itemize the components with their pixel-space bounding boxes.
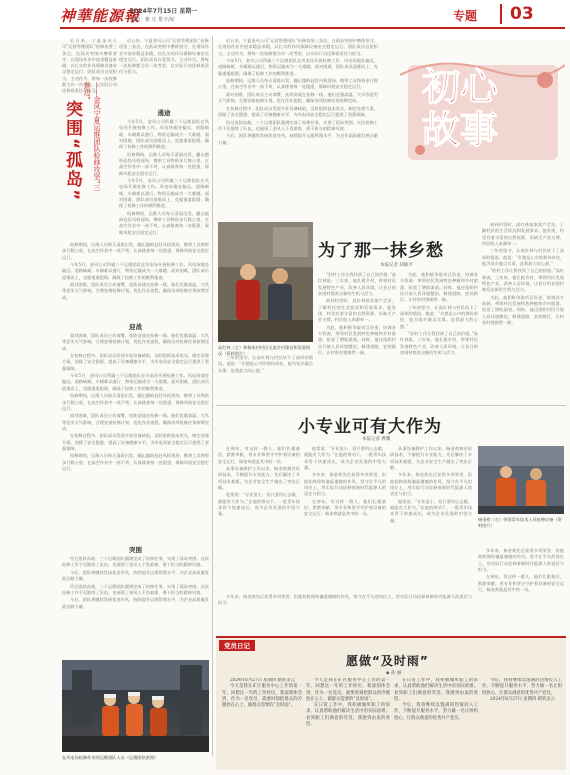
left-b-p4: 检修期间，运维人员每天清晨出发，翻山越岭赶赴风机现场，携带工具物资步行数公里，在高空作业中一丝不苟，认真排查每一处隐患，保障风机安全稳定运行。 <box>62 393 209 411</box>
village-meeting-photo <box>218 222 313 342</box>
d2-p1: 今天是我在矿区服务中心工作的第一年。回想这一年的工作经历，我深刻体会到，作为一名党员，就要时刻把群众的冷暖放在心上，做群众需要的“及时雨”。 <box>306 678 390 702</box>
rt-p2: 今年5月，金风公司所属三个运维团队在风电场开展检修工作。风电场地处偏远，道路崎岖，车辆难以通行，物资运输成为一大难题。面对困难，团队成员迎难而上，克服重重阻碍，确保了检修工作的顺利推进。 <box>218 58 378 76</box>
left-section1-col <box>119 119 209 239</box>
left-b-p5: 面对困难，团队成员主动请缨，连续奋战在检修一线。他们克服高温、大风等恶劣天气影响，合理安排检修计划，优化作业流程，确保各项检修任务按期完成。 <box>62 413 209 431</box>
diary-col2 <box>306 678 390 764</box>
badge-line-2: 故事 <box>422 108 499 152</box>
diary-title: 愿做“及时雨” <box>346 654 429 668</box>
rm-col4 <box>478 548 564 628</box>
rm2-p1: 他常说：“专业虽小，但只要用心去做，就能有大作为。”在他的带动下，一批青年技术骨干快速成长，成为企业发展的中坚力量。 <box>304 446 386 470</box>
left-body-c <box>62 556 209 656</box>
equipment-repair-photo <box>478 446 564 514</box>
rt-p7: 今后，团队将继续发扬优良作风，持续提升运维管理水平，为企业高质量发展贡献力量。 <box>218 133 378 145</box>
headline-right-top: 为了那一抹乡愁 <box>318 241 444 261</box>
rm2-p3: 在神东，有这样一群人，他们扎根基层，默默奉献，用专业和坚守守护着设备的安全运行。杨金欢就是其中的一员。 <box>304 498 386 517</box>
d4-p1: 今后，我将继续以饱满的热情投入工作，不断提升服务水平，努力做一名让组织放心、让群众满意的优秀共产党员。 <box>482 678 562 696</box>
rm3-p3: 他常说：“专业虽小，但只要用心去做，就能有大作为。”在他的带动下，一批青年技术骨干快速成长，成为企业发展的中坚力量。 <box>390 498 472 523</box>
page-number-box <box>500 4 560 24</box>
rt-article-col3 <box>482 222 564 397</box>
left-s1-p2: 检修期间，运维人员每天清晨出发，翻山越岭赶赴风机现场，携带工具物资步行数公里，在高空作业中一丝不苟，认真排查每一处隐患，保障风机安全稳定运行。 <box>119 151 209 176</box>
rt-p5: 在检修过程中，团队成员发现多处设备缺陷，及时组织技术攻关，制定处理方案，消除了安全隐患，提高了设备健康水平，为风电场安全稳定运行提供了坚强保障。 <box>218 105 378 118</box>
diary-col1 <box>222 678 302 764</box>
rtc-p4: 为此，他积极争取项目资金，协调各方资源，带领村民发展特色种植和乡村旅游，拓宽了增收渠道。同时，他还组织村民开展人居环境整治，修建道路、安装路灯，让村容村貌焕然一新。 <box>482 294 564 326</box>
rt-p4: 面对困难，团队成员主动请缨，连续奋战在检修一线。他们克服高温、大风等恶劣天气影响，合理安排检修计划，优化作业流程，确保各项检修任务按期完成。 <box>218 91 378 104</box>
right-mid-photo <box>478 446 564 514</box>
column-divider <box>212 36 213 756</box>
rta-p1: “驻村工作让我找到了自己的价值。”高红林说。三年来，他扎根乡村，带领村民发展特色产业，改善人居环境，让昔日的贫困村焕发出新的生机与活力。 <box>318 272 396 296</box>
rt-p6: 经过连续奋战，三个运维团队圆满完成了检修任务，实现了孤岛突围。这次检修工作不仅锻炼了队伍，也展现了金风人不畏艰难、勇于担当的精神风貌。 <box>218 119 378 131</box>
maintenance-crew-photo <box>62 660 209 752</box>
rm1-p1: 在神东，有这样一群人，他们扎根基层，默默奉献，用专业和坚守守护着设备的安全运行。杨金欢就是其中的一员。 <box>218 446 300 464</box>
rtc-p1: 初到村里时，高红林挨家挨户走访，了解村民的生活状况和发展需求。他发现，村里有着丰富的自然资源，但缺乏产业支撑，村民收入来源单一。 <box>482 222 564 246</box>
rt-p1: 近日来，宁夏金风公司“运营管理团队”检修攻坚三条边，在孤岛突围中磨炼坚守，在现场作业中追求精益求精，以扎实的作风保障设备安全稳定运行。团队成员自觉担当，主动作为，将每一次检修都当作一次考验，以实际行动诠释着责任与担当。 <box>218 38 378 56</box>
left-intro-col2 <box>119 38 209 100</box>
right-top-text <box>218 38 378 218</box>
rm-col2 <box>304 446 386 591</box>
rm3-p2: 多年来，杨金欢先后获得多项荣誉，但他始终保持谦虚谨慎的作风，坚守在平凡的岗位上，用实际行动诠释着新时代能源人的责任与担当。 <box>390 472 472 497</box>
rm4-p2: 在神东，有这样一群人，他们扎根基层，默默奉献，用专业和坚守守护着设备的安全运行。杨金欢就是其中的一员。 <box>478 574 564 592</box>
section-label: 专题 <box>453 9 478 23</box>
rtc-p3: “驻村工作让我找到了自己的价值。”高红林说。三年来，他扎根乡村，带领村民发展特色产业，改善人居环境，让昔日的贫困村焕发出新的生机与活力。 <box>482 268 564 293</box>
left-body-b <box>62 333 209 541</box>
right-top-photo <box>218 222 313 342</box>
byline-right-mid: 本报记者 曹馨 <box>362 437 391 442</box>
rt-article-col1 <box>318 272 396 397</box>
right-top-photo-caption: 高红林（左）和杨家村村民交流乡村建设和发展情况（资料图片） <box>218 345 311 356</box>
rtc-p2: 三年的坚守，让高红林与村民结下了深厚的情谊。他说：“乡愁是心中的那份牵挂，能为家乡做点实事，是我最大的心愿。” <box>482 248 564 266</box>
diary-tag: 党员日记 <box>219 640 255 651</box>
issue-date: 2024年7月15日 星期一 <box>130 8 198 15</box>
diary-col3 <box>394 678 478 764</box>
left-s1-p4: 检修期间，运维人员每天清晨出发，翻山越岭赶赴风机现场，携带工具物资步行数公里，在高空作业中一丝不苟，认真排查每一处隐患，保障风机安全稳定运行。 <box>119 210 209 235</box>
badge-line-1: 初心 <box>422 65 499 109</box>
left-a-p2: 今年5月，金风公司所属三个运维团队在风电场开展检修工作。风电场地处偏远，道路崎岖，车辆难以通行，物资运输成为一大难题。面对困难，团队成员迎难而上，克服重重阻碍，确保了检修工作的顺利推进。 <box>62 262 209 280</box>
left-c-p4: 今后，团队将继续发扬优良作风，持续提升运维管理水平，为企业高质量发展贡献力量。 <box>62 597 209 609</box>
editors-line: 编辑：雅 庄 排字/转 <box>130 17 175 23</box>
section-heading-3: 突围 <box>129 546 142 554</box>
rm1-p3: 他常说：“专业虽小，但只要用心去做，就能有大作为。”在他的带动下，一批青年技术骨干快速成长，成为企业发展的中坚力量。 <box>218 492 300 517</box>
rta-p2: 初到村里时，高红林挨家挨户走访，了解村民的生活状况和发展需求。他发现，村里有着丰富的自然资源，但缺乏产业支撑，村民收入来源单一。 <box>318 298 396 323</box>
left-s1-p1: 今年5月，金风公司所属三个运维团队在风电场开展检修工作。风电场地处偏远，道路崎岖，车辆难以通行，物资运输成为一大难题。面对困难，团队成员迎难而上，克服重重阻碍，确保了检修工作的顺利推进。 <box>119 119 209 150</box>
feature-badge <box>400 55 565 165</box>
left-s1-p3: 今年5月，金风公司所属三个运维团队在风电场开展检修工作。风电场地处偏远，道路崎岖，车辆难以通行，物资运输成为一大难题。面对困难，团队成员迎难而上，克服重重阻碍，确保了检修工作的顺利推进。 <box>119 178 209 209</box>
byline-right-top: 本报记者 胡敏平 <box>380 263 413 268</box>
rm-col3 <box>390 446 472 591</box>
diary-col4 <box>482 678 562 764</box>
rm4-p1: 多年来，杨金欢先后获得多项荣誉，但他始终保持谦虚谨慎的作风，坚守在平凡的岗位上，用实际行动诠释着新时代能源人的责任与担当。 <box>478 548 564 572</box>
left-a-p3: 面对困难，团队成员主动请缨，连续奋战在检修一线。他们克服高温、大风等恶劣天气影响，合理安排检修计划，优化作业流程，确保各项检修任务按期完成。 <box>62 282 209 300</box>
left-c-p2: 今后，团队将继续发扬优良作风，持续提升运维管理水平，为企业高质量发展贡献力量。 <box>62 569 209 582</box>
left-intro-text: 近日来，宁夏金风公司“运营管理团队”检修攻坚三条边，在孤岛突围中磨炼坚守，在现场作业中追求精益求精，以扎实的作风保障设备安全稳定运行。团队成员自觉担当，主动作为，将每一次检修都当作一次考验，以实际行动诠释着责任与担当。 <box>62 38 117 94</box>
rtb-p3: “驻村工作让我找到了自己的价值。”高红林说。三年来，他扎根乡村，带领村民发展特色产业，改善人居环境，让昔日的贫困村焕发出新的生机与活力。 <box>400 331 478 355</box>
left-article-title: 突围“孤岛” <box>62 100 82 203</box>
rt-article-col0 <box>218 355 313 400</box>
headline-right-mid: 小专业可有大作为 <box>298 417 442 437</box>
rta-p3: 为此，他积极争取项目资金，协调各方资源，带领村民发展特色种植和乡村旅游，拓宽了增收渠道。同时，他还组织村民开展人居环境整治，修建道路、安装路灯，让村容村貌焕然一新。 <box>318 324 396 355</box>
newspaper-logo: 神華能源報 <box>60 7 141 25</box>
left-c-p3: 经过连续奋战，三个运维团队圆满完成了检修任务，实现了孤岛突围。这次检修工作不仅锻炼了队伍，也展现了金风人不畏艰难、勇于担当的精神风貌。 <box>62 583 209 595</box>
left-body-a <box>62 242 209 316</box>
d3-p1: 在日常工作中，我积极倾听职工的诉求，认真帮助他们解决生活中的实际困难。看到职工们满意的笑容，我感到由衷的欣慰。 <box>394 678 478 702</box>
left-b-p3: 今年5月，金风公司所属三个运维团队在风电场开展检修工作。风电场地处偏远，道路崎岖，车辆难以通行，物资运输成为一大难题。面对困难，团队成员迎难而上，克服重重阻碍，确保了检修工作的顺利推进。 <box>62 373 209 391</box>
left-b-p6: 在检修过程中，团队成员发现多处设备缺陷，及时组织技术攻关，制定处理方案，消除了安全隐患，提高了设备健康水平，为风电场安全稳定运行提供了坚强保障。 <box>62 433 209 451</box>
rt0-p1: 三年的坚守，让高红林与村民结下了深厚的情谊。他说：“乡愁是心中的那份牵挂，能为家乡做点实事，是我最大的心愿。” <box>218 355 313 373</box>
rtb-p1: 为此，他积极争取项目资金，协调各方资源，带领村民发展特色种植和乡村旅游，拓宽了增收渠道。同时，他还组织村民开展人居环境整治，修建道路、安装路灯，让村容村貌焕然一新。 <box>400 272 478 303</box>
rtb-p2: 三年的坚守，让高红林与村民结下了深厚的情谊。他说：“乡愁是心中的那份牵挂，能为家乡做点实事，是我最大的心愿。” <box>400 304 478 329</box>
section-heading-2: 迎战 <box>129 323 142 331</box>
left-b-p1: 面对困难，团队成员主动请缨，连续奋战在检修一线。他们克服高温、大风等恶劣天气影响，合理安排检修计划，优化作业流程，确保各项检修任务按期完成。 <box>62 333 209 351</box>
rt-article-col2 <box>400 272 478 397</box>
d3-p2: 今后，我将继续以饱满的热情投入工作，不断提升服务水平，努力做一名让组织放心、让群众满意的优秀共产党员。 <box>394 703 478 721</box>
left-article-photo <box>62 660 209 752</box>
divider-mid <box>216 405 566 406</box>
left-intro-text-2: 近日来，宁夏金风公司“运营管理团队”检修攻坚三条边，在孤岛突围中磨炼坚守，在现场作业中追求精益求精，以扎实的作风保障设备安全稳定运行。团队成员自觉担当，主动作为，将每一次检修都当作一次考验，以实际行动诠释着责任与担当。 <box>119 38 209 75</box>
page-number: 03 <box>510 4 534 24</box>
left-c-p1: 经过连续奋战，三个运维团队圆满完成了检修任务，实现了孤岛突围。这次检修工作不仅锻炼了队伍，也展现了金风人不畏艰难、勇于担当的精神风貌。 <box>62 556 209 568</box>
right-mid-photo-caption: 杨金欢（右）带领青年技术人员检修设备（资料图片） <box>478 517 562 528</box>
rm2-p2: 多年来，杨金欢先后获得多项荣誉，但他始终保持谦虚谨慎的作风，坚守在平凡的岗位上，用实际行动诠释着新时代能源人的责任与担当。 <box>304 472 386 497</box>
d1-p2: 今天是我在矿区服务中心工作的第一年。回想这一年的工作经历，我深刻体会到，作为一名党员，就要时刻把群众的冷暖放在心上，做群众需要的“及时雨”。 <box>222 684 302 709</box>
left-photo-caption: 在风电场检修作业的运维团队人员（运维团队供图） <box>62 755 159 760</box>
rm-bottom <box>218 594 472 632</box>
left-a-p1: 检修期间，运维人员每天清晨出发，翻山越岭赶赴风机现场，携带工具物资步行数公里，在高空作业中一丝不苟，认真排查每一处隐患，保障风机安全稳定运行。 <box>62 242 209 260</box>
d1-p1: 2024年6月27日 星期四 晴转多云 <box>230 678 295 683</box>
rmb-p1: 多年来，杨金欢先后获得多项荣誉，但他始终保持谦虚谨慎的作风，坚守在平凡的岗位上，用实际行动诠释着新时代能源人的责任与担当。 <box>218 594 472 606</box>
masthead-rule <box>60 27 565 29</box>
diary-byline: ◆ 孙 丽 <box>386 671 402 676</box>
d4-p2: 2024年6月27日 星期四 晴转多云 <box>490 696 555 702</box>
rm3-p1: 从事设备维护工作以来，杨金欢刻苦钻研技术，不断提升专业能力，先后解决了多项技术难题，为企业安全生产做出了突出贡献。 <box>390 446 472 470</box>
left-article-subtitle: ——金风宁夏运维团队检修攻坚“三条边” <box>83 82 101 191</box>
rm-col1 <box>218 446 300 591</box>
rm1-p2: 从事设备维护工作以来，杨金欢刻苦钻研技术，不断提升专业能力，先后解决了多项技术难题，为企业安全生产做出了突出贡献。 <box>218 466 300 490</box>
d2-p2: 在日常工作中，我积极倾听职工的诉求，认真帮助他们解决生活中的实际困难。看到职工们满意的笑容，我感到由衷的欣慰。 <box>306 703 390 728</box>
section-heading-1: 通途 <box>157 109 171 117</box>
rt-p3: 检修期间，运维人员每天清晨出发，翻山越岭赶赴风机现场，携带工具物资步行数公里，在高空作业中一丝不苟，认真排查每一处隐患，保障风机安全稳定运行。 <box>218 78 378 90</box>
left-b-p7: 检修期间，运维人员每天清晨出发，翻山越岭赶赴风机现场，携带工具物资步行数公里，在高空作业中一丝不苟，认真排查每一处隐患，保障风机安全稳定运行。 <box>62 453 209 472</box>
left-b-p2: 在检修过程中，团队成员发现多处设备缺陷，及时组织技术攻关，制定处理方案，消除了安全隐患，提高了设备健康水平，为风电场安全稳定运行提供了坚强保障。 <box>62 353 209 371</box>
